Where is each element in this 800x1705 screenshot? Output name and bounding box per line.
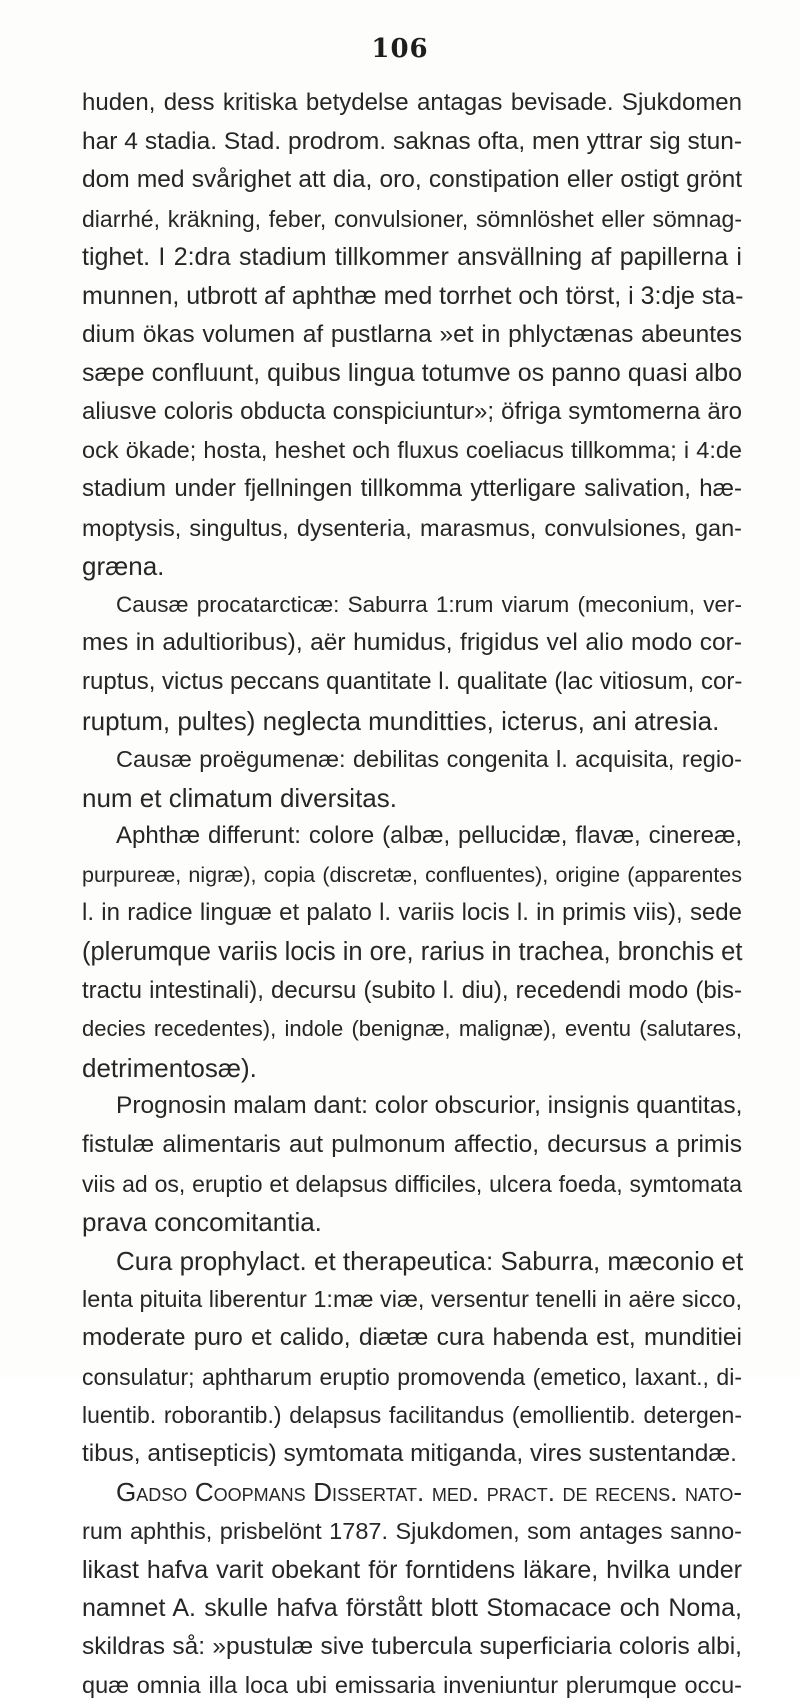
text-line: consulatur; aphtharum eruptio promovenda (emetico, laxant., di- bbox=[82, 1363, 742, 1390]
text-line: likast hafva varit obekant för forntidens läkare, hvilka under bbox=[82, 1555, 742, 1584]
text-line: ruptus, victus peccans quantitate l. qualitate (lac vitiosum, cor- bbox=[82, 667, 743, 695]
text-line: namnet A. skulle hafva förstått blott Stomacace och Noma, bbox=[82, 1594, 742, 1623]
text-line: Gadso Coopmans Dissertat. med. pract. de recens. nato- bbox=[116, 1477, 742, 1508]
text-line: viis ad os, eruptio et delapsus difficiles, ulcera foeda, symtomata bbox=[82, 1170, 742, 1197]
text-line: purpureæ, nigræ), copia (discretæ, confluentes), origine (apparentes bbox=[82, 862, 742, 887]
text-line: ock ökade; hosta, heshet och fluxus coeliacus tillkomma; i 4:de bbox=[82, 437, 742, 464]
text-line: ruptum, pultes) neglecta munditties, icterus, ani atresia. bbox=[82, 705, 720, 736]
text-line: fistulæ alimentaris aut pulmonum affectio, decursus a primis bbox=[82, 1131, 742, 1159]
page-number: 106 bbox=[371, 34, 429, 64]
text-line: Causæ proëgumenæ: debilitas congenita l. acquisita, regio- bbox=[116, 746, 742, 773]
body-text bbox=[82, 84, 742, 1705]
text-line: detrimentosæ). bbox=[82, 1052, 257, 1083]
text-line: græna. bbox=[82, 551, 165, 582]
text-line: diarrhé, kräkning, feber, convulsioner, sömnlöshet eller sömnag- bbox=[82, 205, 742, 232]
text-line: sæpe confluunt, quibus lingua totumve os panno quasi albo bbox=[82, 359, 742, 388]
text-line: tighet. I 2:dra stadium tillkommer ansvällning af papillerna i bbox=[82, 243, 742, 272]
text-line: luentib. roborantib.) delapsus facilitandus (emollientib. detergen- bbox=[82, 1402, 742, 1429]
text-line: tibus, antisepticis) symtomata mitiganda, vires sustentandæ. bbox=[82, 1439, 737, 1467]
text-line: stadium under fjellningen tillkomma ytterligare salivation, hæ- bbox=[82, 474, 742, 502]
text-line: decies recedentes), indole (benignæ, malignæ), eventu (salutares, bbox=[82, 1016, 742, 1042]
text-line: dium ökas volumen af pustlarna »et in phlyctænas abeuntes bbox=[82, 320, 742, 348]
text-line: mes in adultioribus), aër humidus, frigidus vel alio modo cor- bbox=[82, 629, 742, 657]
text-line: Prognosin malam dant: color obscurior, insignis quantitas, bbox=[116, 1092, 743, 1120]
text-line: Cura prophylact. et therapeutica: Saburra, mæconio et bbox=[116, 1245, 744, 1276]
text-line: tractu intestinali), decursu (subito l. diu), recedendi modo (bis- bbox=[82, 976, 742, 1004]
text-line: quæ omnia illa loca ubi emissaria inveniuntur plerumque occu- bbox=[82, 1672, 742, 1699]
text-line: num et climatum diversitas. bbox=[82, 782, 397, 813]
text-line: l. in radice linguæ et palato l. variis locis l. in primis viis), sede bbox=[82, 899, 742, 927]
text-line: moderate puro et calido, diætæ cura habenda est, munditiei bbox=[82, 1324, 742, 1351]
text-line: dom med svårighet att dia, oro, constipation eller ostigt grönt bbox=[82, 166, 742, 194]
text-line: huden, dess kritiska betydelse antagas bevisade. Sjukdomen bbox=[82, 89, 742, 116]
text-line: (plerumque variis locis in ore, rarius in trachea, bronchis et bbox=[82, 938, 743, 967]
text-line: aliusve coloris obducta conspiciuntur»; öfriga symtomerna äro bbox=[82, 397, 742, 425]
text-line: Aphthæ differunt: colore (albæ, pellucidæ, flavæ, cinereæ, bbox=[116, 822, 742, 850]
text-line: skildras så: »pustulæ sive tubercula superficiaria coloris albi, bbox=[82, 1632, 742, 1660]
text-line: moptysis, singultus, dysenteria, marasmus, convulsiones, gan- bbox=[82, 514, 742, 541]
text-line: Causæ procatarcticæ: Saburra 1:rum viarum (meconium, ver- bbox=[116, 591, 742, 617]
text-line: munnen, utbrott af aphthæ med torrhet och törst, i 3:dje sta- bbox=[82, 281, 744, 310]
text-line: rum aphthis, prisbelönt 1787. Sjukdomen, som antages sanno- bbox=[82, 1517, 742, 1544]
text-line: lenta pituita liberentur 1:mæ viæ, versentur tenelli in aëre sicco, bbox=[82, 1286, 742, 1313]
text-line: har 4 stadia. Stad. prodrom. saknas ofta, men yttrar sig stun- bbox=[82, 127, 742, 155]
text-line: prava concomitantia. bbox=[82, 1207, 322, 1238]
